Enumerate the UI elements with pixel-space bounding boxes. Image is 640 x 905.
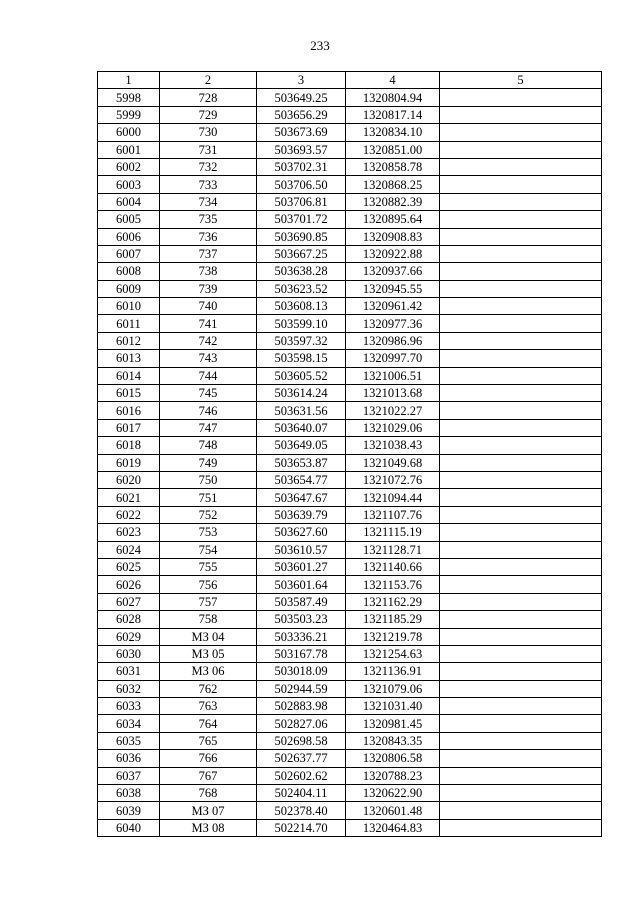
- table-cell: 6033: [98, 698, 160, 715]
- table-cell: 1320997.70: [346, 350, 440, 367]
- table-cell: [440, 611, 602, 628]
- table-cell: 503597.32: [257, 332, 346, 349]
- table-row: [98, 367, 602, 384]
- table-cell: [440, 158, 602, 175]
- table-cell: 6003: [98, 176, 160, 193]
- table-cell: 1320622.90: [346, 785, 440, 802]
- table-cell: 1320858.78: [346, 158, 440, 175]
- table-row: [98, 315, 602, 332]
- table-cell: 6018: [98, 437, 160, 454]
- table-cell: [440, 698, 602, 715]
- table-cell: 756: [160, 576, 257, 593]
- table-cell: 6010: [98, 298, 160, 315]
- table-cell: 6012: [98, 332, 160, 349]
- table-cell: 503601.27: [257, 558, 346, 575]
- table-cell: 6038: [98, 785, 160, 802]
- table-cell: 1320908.83: [346, 228, 440, 245]
- column-header: 3: [257, 72, 346, 89]
- table-cell: 6031: [98, 663, 160, 680]
- table-row: [98, 245, 602, 262]
- table-cell: [440, 228, 602, 245]
- table-row: [98, 385, 602, 402]
- table-cell: 1320834.10: [346, 124, 440, 141]
- table-cell: 6032: [98, 680, 160, 697]
- table-cell: [440, 541, 602, 558]
- table-cell: 749: [160, 454, 257, 471]
- table-row: [98, 593, 602, 610]
- table-row: [98, 524, 602, 541]
- table-row: [98, 158, 602, 175]
- table-cell: 6030: [98, 645, 160, 662]
- table-cell: 1321013.68: [346, 385, 440, 402]
- table-cell: 6025: [98, 558, 160, 575]
- table-row: [98, 802, 602, 819]
- table-cell: [440, 332, 602, 349]
- table-cell: [440, 106, 602, 123]
- column-header: 2: [160, 72, 257, 89]
- table-row: [98, 211, 602, 228]
- table-cell: 6040: [98, 819, 160, 836]
- table-row: [98, 298, 602, 315]
- table-cell: 6006: [98, 228, 160, 245]
- table-cell: [440, 524, 602, 541]
- table-row: [98, 402, 602, 419]
- table-cell: 1321079.06: [346, 680, 440, 697]
- table-cell: 753: [160, 524, 257, 541]
- table-cell: 1320961.42: [346, 298, 440, 315]
- table-cell: МЗ 08: [160, 819, 257, 836]
- table-cell: 746: [160, 402, 257, 419]
- table-cell: 733: [160, 176, 257, 193]
- table-cell: 6035: [98, 732, 160, 749]
- table-cell: МЗ 07: [160, 802, 257, 819]
- table-cell: 502214.70: [257, 819, 346, 836]
- table-cell: 6021: [98, 489, 160, 506]
- table-row: [98, 785, 602, 802]
- table-cell: 6008: [98, 263, 160, 280]
- table-cell: 503605.52: [257, 367, 346, 384]
- table-cell: 755: [160, 558, 257, 575]
- table-cell: [440, 628, 602, 645]
- table-cell: 765: [160, 732, 257, 749]
- table-cell: [440, 298, 602, 315]
- table-cell: 1320986.96: [346, 332, 440, 349]
- table-cell: 6002: [98, 158, 160, 175]
- table-cell: 1321029.06: [346, 419, 440, 436]
- table-row: [98, 106, 602, 123]
- table-cell: [440, 315, 602, 332]
- table-cell: [440, 750, 602, 767]
- table-cell: [440, 471, 602, 488]
- table-cell: 503608.13: [257, 298, 346, 315]
- table-cell: 768: [160, 785, 257, 802]
- table-cell: 1321153.76: [346, 576, 440, 593]
- table-cell: 502827.06: [257, 715, 346, 732]
- table-cell: 502883.98: [257, 698, 346, 715]
- table-cell: 1321038.43: [346, 437, 440, 454]
- table-cell: 6004: [98, 193, 160, 210]
- table-cell: 1321115.19: [346, 524, 440, 541]
- table-cell: [440, 506, 602, 523]
- table-cell: 503638.28: [257, 263, 346, 280]
- table-cell: 503647.67: [257, 489, 346, 506]
- table-cell: 1320895.64: [346, 211, 440, 228]
- table-cell: 731: [160, 141, 257, 158]
- table-row: [98, 506, 602, 523]
- table-cell: 503654.77: [257, 471, 346, 488]
- table-cell: [440, 419, 602, 436]
- table-row: [98, 228, 602, 245]
- table-cell: 750: [160, 471, 257, 488]
- table-cell: [440, 489, 602, 506]
- table-cell: [440, 176, 602, 193]
- table-cell: 503701.72: [257, 211, 346, 228]
- table-cell: 503690.85: [257, 228, 346, 245]
- table-cell: 743: [160, 350, 257, 367]
- table-cell: [440, 593, 602, 610]
- table-cell: 503610.57: [257, 541, 346, 558]
- table-cell: 734: [160, 193, 257, 210]
- table-cell: 503649.05: [257, 437, 346, 454]
- column-header: 4: [346, 72, 440, 89]
- table-cell: 1320601.48: [346, 802, 440, 819]
- table-cell: 6039: [98, 802, 160, 819]
- table-cell: 503627.60: [257, 524, 346, 541]
- table-cell: 502602.62: [257, 767, 346, 784]
- table-cell: 6026: [98, 576, 160, 593]
- table-row: [98, 489, 602, 506]
- table-cell: [440, 645, 602, 662]
- table-cell: 732: [160, 158, 257, 175]
- table-cell: 5998: [98, 89, 160, 106]
- table-cell: 744: [160, 367, 257, 384]
- table-cell: 6034: [98, 715, 160, 732]
- table-row: [98, 332, 602, 349]
- table-cell: 6019: [98, 454, 160, 471]
- table-cell: 757: [160, 593, 257, 610]
- table-cell: 6036: [98, 750, 160, 767]
- table-cell: 1321094.44: [346, 489, 440, 506]
- table-cell: [440, 350, 602, 367]
- table-row: [98, 680, 602, 697]
- table-row: [98, 767, 602, 784]
- table-cell: [440, 367, 602, 384]
- table-cell: 1321006.51: [346, 367, 440, 384]
- table-cell: [440, 732, 602, 749]
- table-cell: 1320843.35: [346, 732, 440, 749]
- table-cell: 6015: [98, 385, 160, 402]
- table-cell: 503587.49: [257, 593, 346, 610]
- table-row: [98, 558, 602, 575]
- table-cell: 6029: [98, 628, 160, 645]
- table-cell: [440, 141, 602, 158]
- table-cell: 503503.23: [257, 611, 346, 628]
- table-row: [98, 350, 602, 367]
- table-cell: 1320817.14: [346, 106, 440, 123]
- table-cell: 1321219.78: [346, 628, 440, 645]
- table-row: [98, 698, 602, 715]
- table-cell: 1320922.88: [346, 245, 440, 262]
- table-row: [98, 750, 602, 767]
- table-row: [98, 89, 602, 106]
- table-cell: 503599.10: [257, 315, 346, 332]
- table-cell: 742: [160, 332, 257, 349]
- table-cell: 1321072.76: [346, 471, 440, 488]
- table-cell: 6014: [98, 367, 160, 384]
- table-row: [98, 263, 602, 280]
- table-row: [98, 176, 602, 193]
- table-cell: 737: [160, 245, 257, 262]
- table-cell: 1320788.23: [346, 767, 440, 784]
- table-cell: 503631.56: [257, 402, 346, 419]
- table-cell: [440, 124, 602, 141]
- table-cell: 1321022.27: [346, 402, 440, 419]
- table-cell: [440, 280, 602, 297]
- table-cell: 1321031.40: [346, 698, 440, 715]
- table-row: [98, 454, 602, 471]
- table-cell: 6001: [98, 141, 160, 158]
- column-header: 5: [440, 72, 602, 89]
- table-cell: 6023: [98, 524, 160, 541]
- table-cell: 1321128.71: [346, 541, 440, 558]
- table-cell: 752: [160, 506, 257, 523]
- table-cell: 1321140.66: [346, 558, 440, 575]
- table-row: [98, 663, 602, 680]
- table-cell: [440, 663, 602, 680]
- table-cell: 6009: [98, 280, 160, 297]
- table-header-row: [98, 72, 602, 89]
- table-cell: 1320868.25: [346, 176, 440, 193]
- table-cell: 503667.25: [257, 245, 346, 262]
- table-row: [98, 715, 602, 732]
- table-cell: 6011: [98, 315, 160, 332]
- table-cell: 6013: [98, 350, 160, 367]
- table-cell: 6017: [98, 419, 160, 436]
- table-cell: 502698.58: [257, 732, 346, 749]
- table-cell: 503706.50: [257, 176, 346, 193]
- table-cell: 1320981.45: [346, 715, 440, 732]
- table-cell: 728: [160, 89, 257, 106]
- table-cell: [440, 802, 602, 819]
- table-cell: 1320806.58: [346, 750, 440, 767]
- table-cell: 1321254.63: [346, 645, 440, 662]
- table-cell: 1320977.36: [346, 315, 440, 332]
- table-cell: [440, 437, 602, 454]
- table-cell: 503598.15: [257, 350, 346, 367]
- table-cell: 738: [160, 263, 257, 280]
- table-cell: 1321107.76: [346, 506, 440, 523]
- table-cell: [440, 211, 602, 228]
- table-row: [98, 193, 602, 210]
- coordinates-table: [97, 71, 602, 837]
- table-cell: 6024: [98, 541, 160, 558]
- table-cell: 502404.11: [257, 785, 346, 802]
- table-row: [98, 541, 602, 558]
- table-cell: 6027: [98, 593, 160, 610]
- table-cell: [440, 819, 602, 836]
- table-cell: 6007: [98, 245, 160, 262]
- table-cell: 1320851.00: [346, 141, 440, 158]
- page-number: 233: [310, 38, 330, 53]
- table-cell: 764: [160, 715, 257, 732]
- table-cell: 503656.29: [257, 106, 346, 123]
- table-cell: 503673.69: [257, 124, 346, 141]
- table-row: [98, 141, 602, 158]
- table-cell: [440, 193, 602, 210]
- table-cell: 6005: [98, 211, 160, 228]
- table-cell: 503702.31: [257, 158, 346, 175]
- table-cell: [440, 576, 602, 593]
- table-row: [98, 124, 602, 141]
- table-cell: 763: [160, 698, 257, 715]
- table-cell: 736: [160, 228, 257, 245]
- table-cell: 503649.25: [257, 89, 346, 106]
- table-cell: [440, 454, 602, 471]
- table-cell: [440, 680, 602, 697]
- table-cell: 6028: [98, 611, 160, 628]
- table-cell: 767: [160, 767, 257, 784]
- table-row: [98, 471, 602, 488]
- table-cell: 6022: [98, 506, 160, 523]
- table-cell: 503167.78: [257, 645, 346, 662]
- table-cell: 1321049.68: [346, 454, 440, 471]
- table-cell: 6020: [98, 471, 160, 488]
- table-cell: 754: [160, 541, 257, 558]
- table-cell: 730: [160, 124, 257, 141]
- table-cell: 503336.21: [257, 628, 346, 645]
- table-cell: 503706.81: [257, 193, 346, 210]
- table-cell: [440, 385, 602, 402]
- table-cell: 741: [160, 315, 257, 332]
- table-row: [98, 611, 602, 628]
- table-cell: 1320804.94: [346, 89, 440, 106]
- table-cell: 758: [160, 611, 257, 628]
- table-cell: 503693.57: [257, 141, 346, 158]
- table-cell: 747: [160, 419, 257, 436]
- table-cell: 5999: [98, 106, 160, 123]
- table-cell: 740: [160, 298, 257, 315]
- table-cell: 766: [160, 750, 257, 767]
- table-cell: 1320937.66: [346, 263, 440, 280]
- table-cell: 748: [160, 437, 257, 454]
- table-cell: МЗ 05: [160, 645, 257, 662]
- table-cell: МЗ 04: [160, 628, 257, 645]
- table-cell: 739: [160, 280, 257, 297]
- table-cell: [440, 245, 602, 262]
- table-row: [98, 576, 602, 593]
- table-cell: 503639.79: [257, 506, 346, 523]
- table-cell: МЗ 06: [160, 663, 257, 680]
- table-cell: [440, 767, 602, 784]
- table-cell: 502378.40: [257, 802, 346, 819]
- table-row: [98, 732, 602, 749]
- table-cell: [440, 89, 602, 106]
- table-cell: 1320882.39: [346, 193, 440, 210]
- table-row: [98, 419, 602, 436]
- table-cell: 735: [160, 211, 257, 228]
- table-cell: 1320464.83: [346, 819, 440, 836]
- table-cell: 762: [160, 680, 257, 697]
- table-row: [98, 819, 602, 836]
- table-cell: 6016: [98, 402, 160, 419]
- table-cell: 503623.52: [257, 280, 346, 297]
- table-cell: 1320945.55: [346, 280, 440, 297]
- table-cell: [440, 715, 602, 732]
- table-cell: [440, 558, 602, 575]
- table-cell: 6037: [98, 767, 160, 784]
- table-cell: [440, 402, 602, 419]
- table-cell: 503018.09: [257, 663, 346, 680]
- table-cell: 751: [160, 489, 257, 506]
- table-cell: 6000: [98, 124, 160, 141]
- table-body: [98, 89, 602, 837]
- table-cell: 729: [160, 106, 257, 123]
- table-cell: 502637.77: [257, 750, 346, 767]
- table-cell: 1321136.91: [346, 663, 440, 680]
- table-cell: [440, 263, 602, 280]
- table-cell: 503614.24: [257, 385, 346, 402]
- table-cell: [440, 785, 602, 802]
- table-cell: 1321162.29: [346, 593, 440, 610]
- table-cell: 1321185.29: [346, 611, 440, 628]
- table-row: [98, 437, 602, 454]
- table-row: [98, 628, 602, 645]
- table-row: [98, 645, 602, 662]
- column-header: 1: [98, 72, 160, 89]
- table-cell: 503640.07: [257, 419, 346, 436]
- table-row: [98, 280, 602, 297]
- table-cell: 745: [160, 385, 257, 402]
- table-cell: 503653.87: [257, 454, 346, 471]
- table-cell: 503601.64: [257, 576, 346, 593]
- table-cell: 502944.59: [257, 680, 346, 697]
